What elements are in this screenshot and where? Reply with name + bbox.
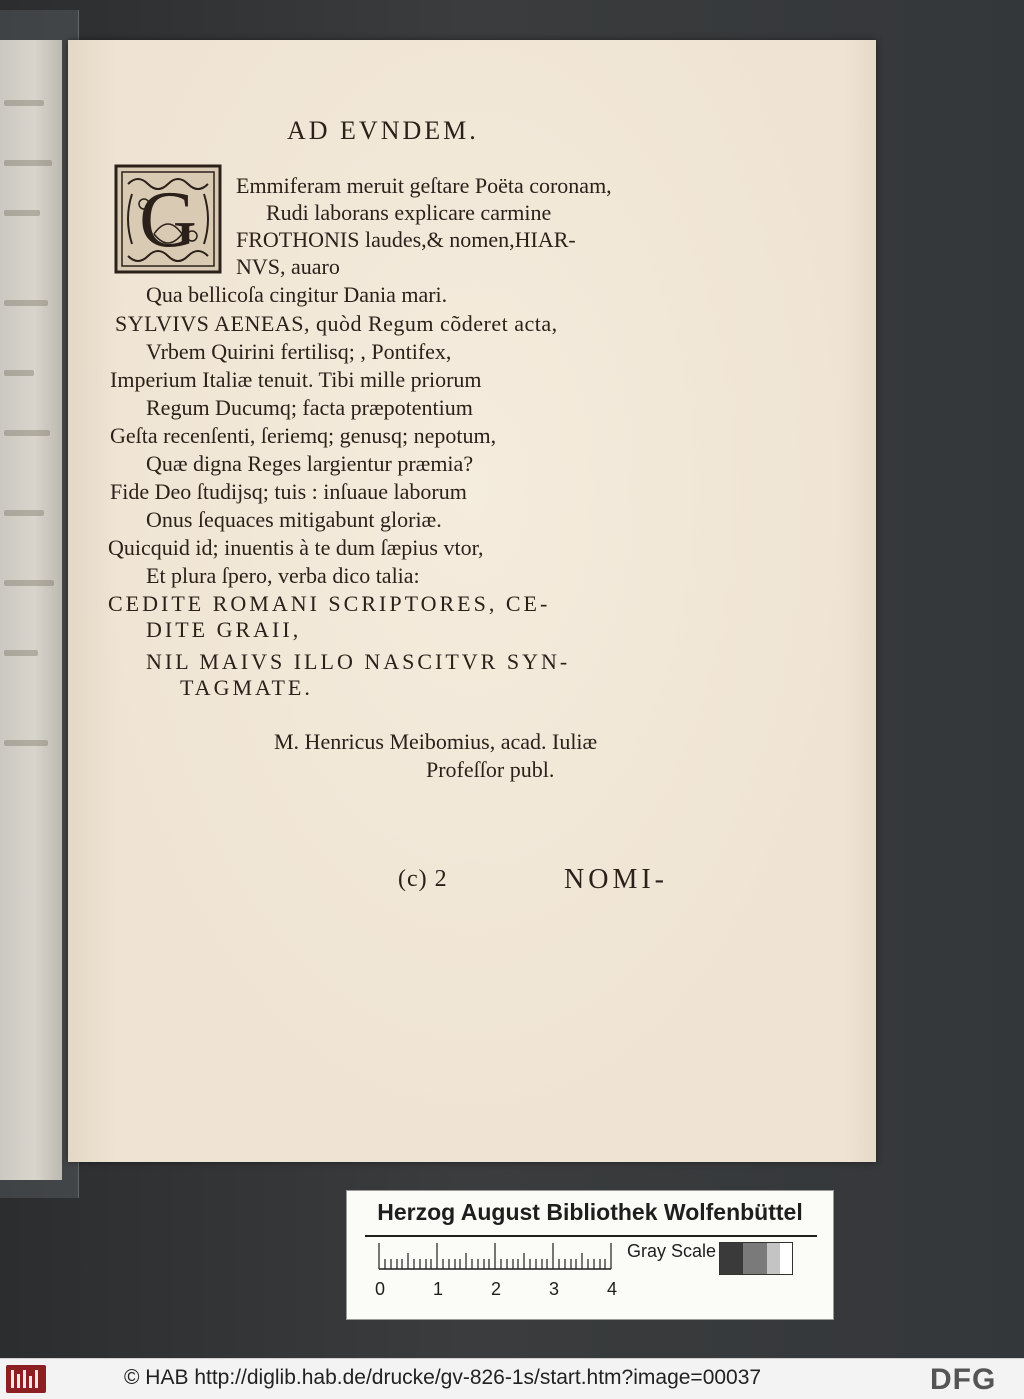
swatch-frame (719, 1242, 793, 1275)
ruler-icon (377, 1241, 613, 1273)
author-title: Profeſſor publ. (426, 757, 555, 782)
caps-line: DITE GRAII, (146, 617, 302, 642)
verse-line: FROTHONIS laudes,& nomen,HIAR- (236, 227, 576, 252)
page-heading: AD EVNDEM. (287, 116, 479, 145)
caps-line: CEDITE ROMANI SCRIPTORES, CE- (108, 591, 551, 616)
verse-line: Quæ digna Reges largientur præmia? (146, 451, 474, 476)
library-name: Herzog August Bibliothek Wolfenbüttel (377, 1199, 803, 1225)
source-link[interactable]: © HAB http://diglib.hab.de/drucke/gv-826-1s/start.htm?image=00037 (124, 1366, 762, 1389)
chart-rule (365, 1235, 817, 1237)
verse-line: NVS, auaro (236, 254, 340, 279)
caps-line: TAGMATE. (180, 675, 313, 700)
ruler-number: 1 (433, 1279, 444, 1299)
verse-line: Quicquid id; inuentis à te dum ſæpius vtor, (108, 535, 484, 560)
verse-line: Fide Deo ſtudijsq; tuis : inſuaue laborum (110, 479, 467, 504)
gray-scale-chart (346, 1190, 834, 1320)
hab-barcode-logo-icon[interactable] (6, 1365, 46, 1393)
ruler-number: 3 (549, 1279, 560, 1299)
initial-letter: G (139, 176, 197, 264)
verse-line: Regum Ducumq; facta præpotentium (146, 395, 473, 420)
verse-line: Et plura ſpero, verba dico talia: (146, 563, 420, 588)
author-signature: M. Henricus Meibomius, acad. Iuliæ (274, 729, 598, 754)
dfg-logo[interactable]: DFG (930, 1363, 997, 1396)
verse-line: Imperium Italiæ tenuit. Tibi mille priorum (110, 367, 482, 392)
signature-mark: (c) 2 (398, 866, 448, 892)
caps-line: NIL MAIVS ILLO NASCITVR SYN- (146, 649, 571, 674)
verse-line: Rudi laborans explicare carmine (266, 200, 552, 225)
ruler-number: 2 (491, 1279, 502, 1299)
ruler-number: 0 (375, 1279, 386, 1299)
verse-line: Emmiferam meruit geſtare Poëta coronam, (236, 173, 612, 198)
catchword: NOMI- (564, 864, 668, 895)
ruler-number: 4 (607, 1279, 618, 1299)
gray-scale-label: Gray Scale (627, 1241, 717, 1261)
verse-line: Qua bellicoſa cingitur Dania mari. (146, 282, 448, 307)
decorated-initial-icon (114, 164, 222, 274)
credit-bar (0, 1358, 1024, 1399)
verse-line: Vrbem Quirini fertilisq; , Pontifex, (146, 339, 452, 364)
verse-line: Onus ſequaces mitigabunt gloriæ. (146, 507, 442, 532)
verse-line: SYLVIVS AENEAS, quòd Regum cõderet acta, (115, 311, 558, 336)
verse-line: Geſta recenſenti, ſeriemq; genusq; nepotum, (110, 423, 497, 448)
